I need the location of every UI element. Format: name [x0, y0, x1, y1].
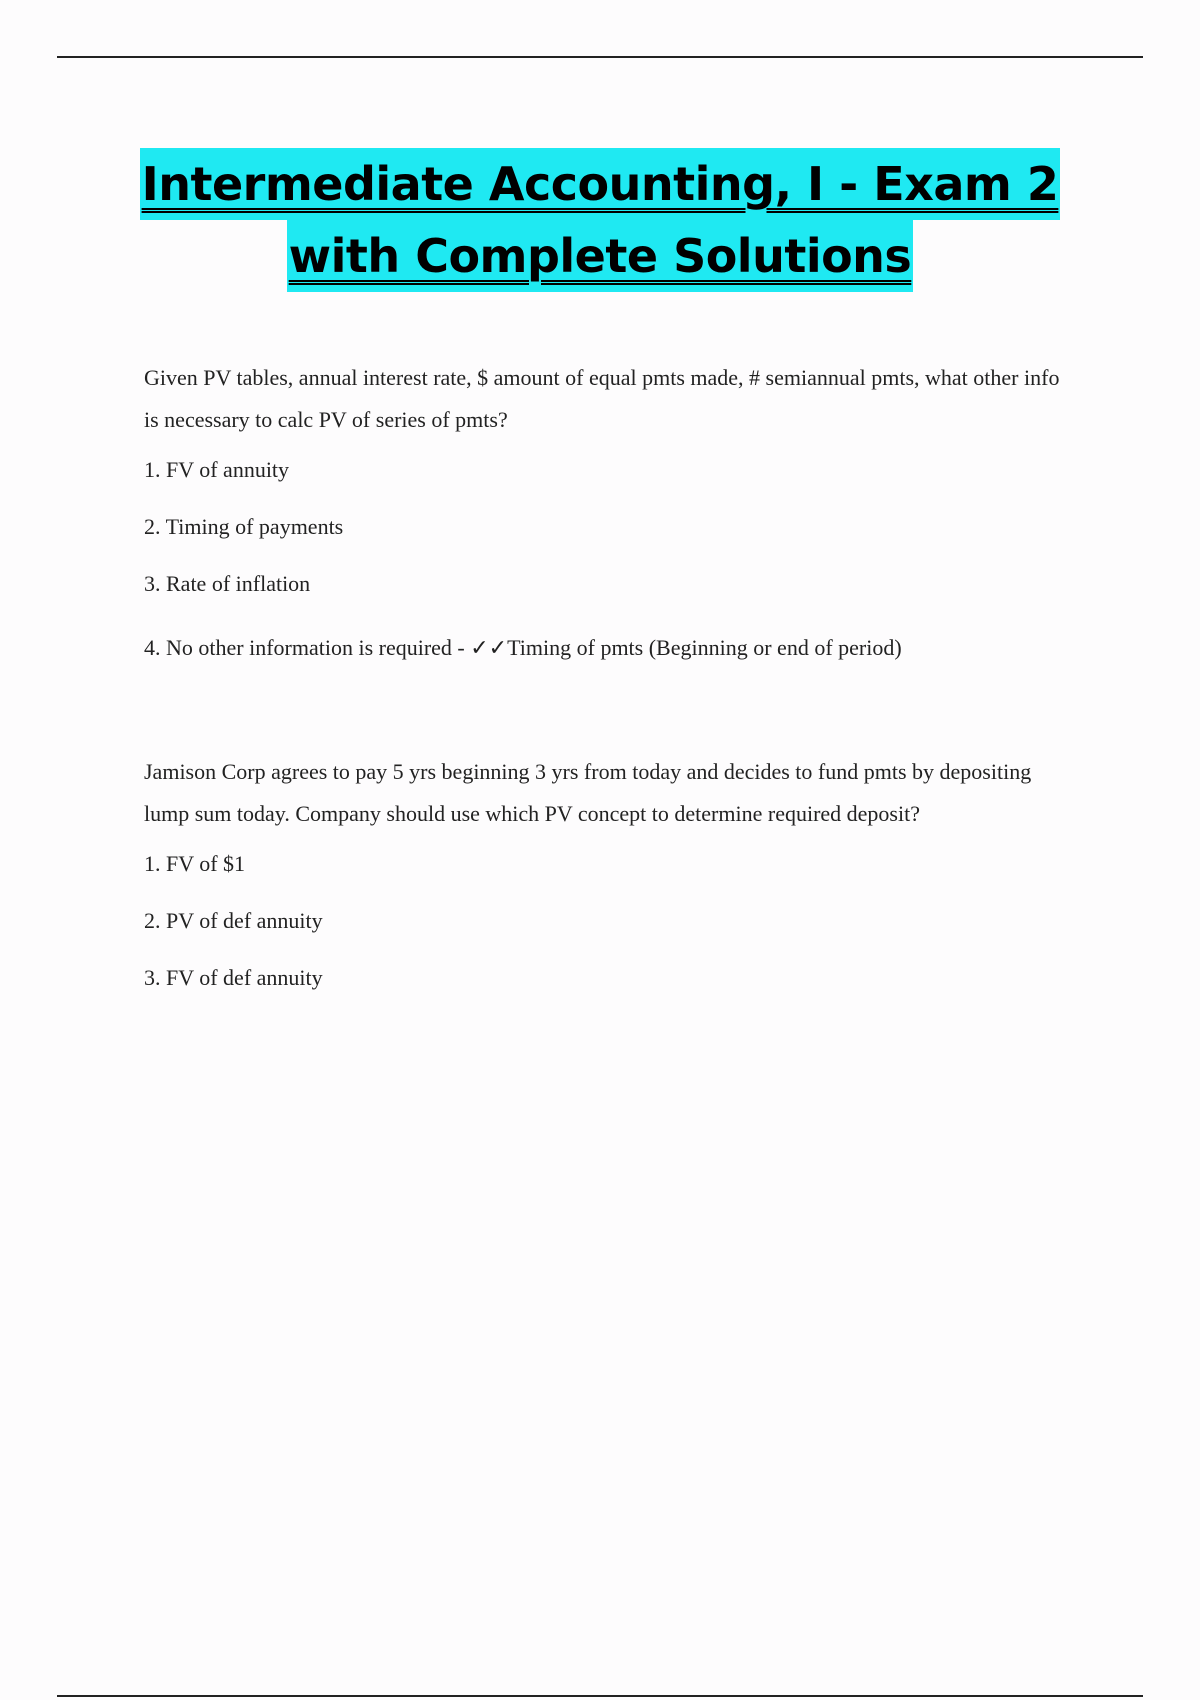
answer-option: 3. FV of def annuity	[144, 965, 323, 990]
footer-rule	[57, 1695, 1143, 1697]
document-title	[0, 148, 1200, 292]
answer-option: 2. Timing of payments	[144, 514, 344, 539]
question-block-1	[144, 357, 1064, 662]
answer-option: 3. Rate of inflation	[144, 571, 311, 596]
title-line-1: Intermediate Accounting, I - Exam 2	[140, 148, 1061, 220]
answer-option: 1. FV of $1	[144, 851, 246, 876]
answer-option: 2. PV of def annuity	[144, 908, 323, 933]
header-rule	[57, 56, 1143, 58]
answer-option-with-solution: 4. No other information is required - ✓✓Timing of pmts (Beginning or end of period)	[144, 635, 902, 660]
question-prompt: Jamison Corp agrees to pay 5 yrs beginning 3 yrs from today and decides to fund pmts by depositing lump sum today. Company should use which PV concept to determine required deposit?	[144, 759, 1032, 826]
question-prompt: Given PV tables, annual interest rate, $ amount of equal pmts made, # semiannual pmts, what other info is necessary to calc PV of series of pmts?	[144, 365, 1060, 432]
question-block-2	[144, 751, 1064, 992]
answer-option: 1. FV of annuity	[144, 457, 290, 482]
title-line-2: with Complete Solutions	[287, 220, 914, 292]
